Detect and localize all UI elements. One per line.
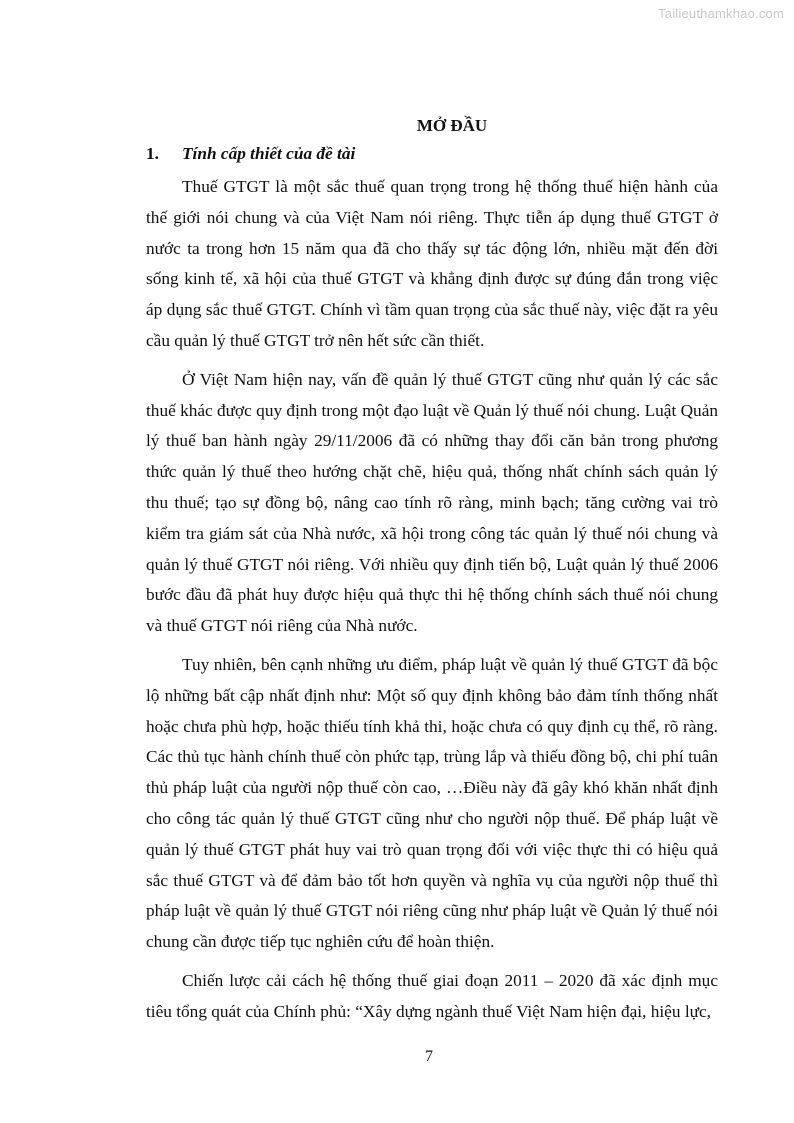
watermark: Tailieuthamkhao.com: [658, 6, 784, 21]
paragraph-4: Chiến lược cải cách hệ thống thuế giai đoạn 2011 – 2020 đã xác định mục tiêu tổng quát của Chính phủ: “Xây dựng ngành thuế Việt Nam hiện đại, hiệu lực,: [146, 970, 718, 1021]
document-page: [146, 112, 718, 1036]
page-number: 7: [425, 1048, 433, 1065]
document-title: MỞ ĐẦU: [416, 116, 488, 135]
section-number: 1.: [146, 144, 159, 163]
paragraph-1: Thuế GTGT là một sắc thuế quan trọng trong hệ thống thuế hiện hành của thế giới nói chung và của Việt Nam nói riêng. Thực tiễn áp dụng thuế GTGT ở nước ta trong hơn 15 năm qua đã cho thấy sự tác động lớn, nhiều mặt đến đời sống kinh tế, xã hội của thuế GTGT và khẳng định được sự đúng đắn trong việc áp dụng sắc thuế GTGT. Chính vì tầm quan trọng của sắc thuế này, việc đặt ra yêu cầu quản lý thuế GTGT trở nên hết sức cần thiết.: [146, 177, 718, 350]
section-heading-text: Tính cấp thiết của đề tài: [182, 144, 356, 163]
section-heading: [146, 140, 718, 168]
paragraph-3: Tuy nhiên, bên cạnh những ưu điểm, pháp luật về quản lý thuế GTGT đã bộc lộ những bất cập nhất định như: Một số quy định không bảo đảm tính thống nhất hoặc chưa phù hợp, hoặc thiếu tính khả thi, hoặc chưa có quy định cụ thể, rõ ràng. Các thủ tục hành chính thuế còn phức tạp, trùng lắp và thiếu đồng bộ, chi phí tuân thủ pháp luật của người nộp thuế còn cao, …Điều này đã gây khó khăn nhất định cho công tác quản lý thuế GTGT cũng như cho người nộp thuế. Để pháp luật về quản lý thuế GTGT phát huy vai trò quan trọng đối với việc thực thi có hiệu quả sắc thuế GTGT và để đảm bảo tốt hơn quyền và nghĩa vụ của người nộp thuế thì pháp luật về quản lý thuế GTGT nói riêng cũng như pháp luật về Quản lý thuế nói chung cần được tiếp tục nghiên cứu để hoàn thiện.: [146, 654, 718, 952]
paragraph-2: Ở Việt Nam hiện nay, vấn đề quản lý thuế GTGT cũng như quản lý các sắc thuế khác được quy định trong một đạo luật về Quản lý thuế nói chung. Luật Quản lý thuế ban hành ngày 29/11/2006 đã có những thay đổi căn bản trong phương thức quản lý thuế theo hướng chặt chẽ, hiệu quả, thống nhất chính sách quản lý thu thuế; tạo sự đồng bộ, nâng cao tính rõ ràng, minh bạch; tăng cường vai trò kiểm tra giám sát của Nhà nước, xã hội trong công tác quản lý thuế nói chung và quản lý thuế GTGT nói riêng. Với nhiều quy định tiến bộ, Luật quản lý thuế 2006 bước đầu đã phát huy được hiệu quả thực thi hệ thống chính sách thuế nói chung và thuế GTGT nói riêng của Nhà nước.: [146, 369, 718, 636]
